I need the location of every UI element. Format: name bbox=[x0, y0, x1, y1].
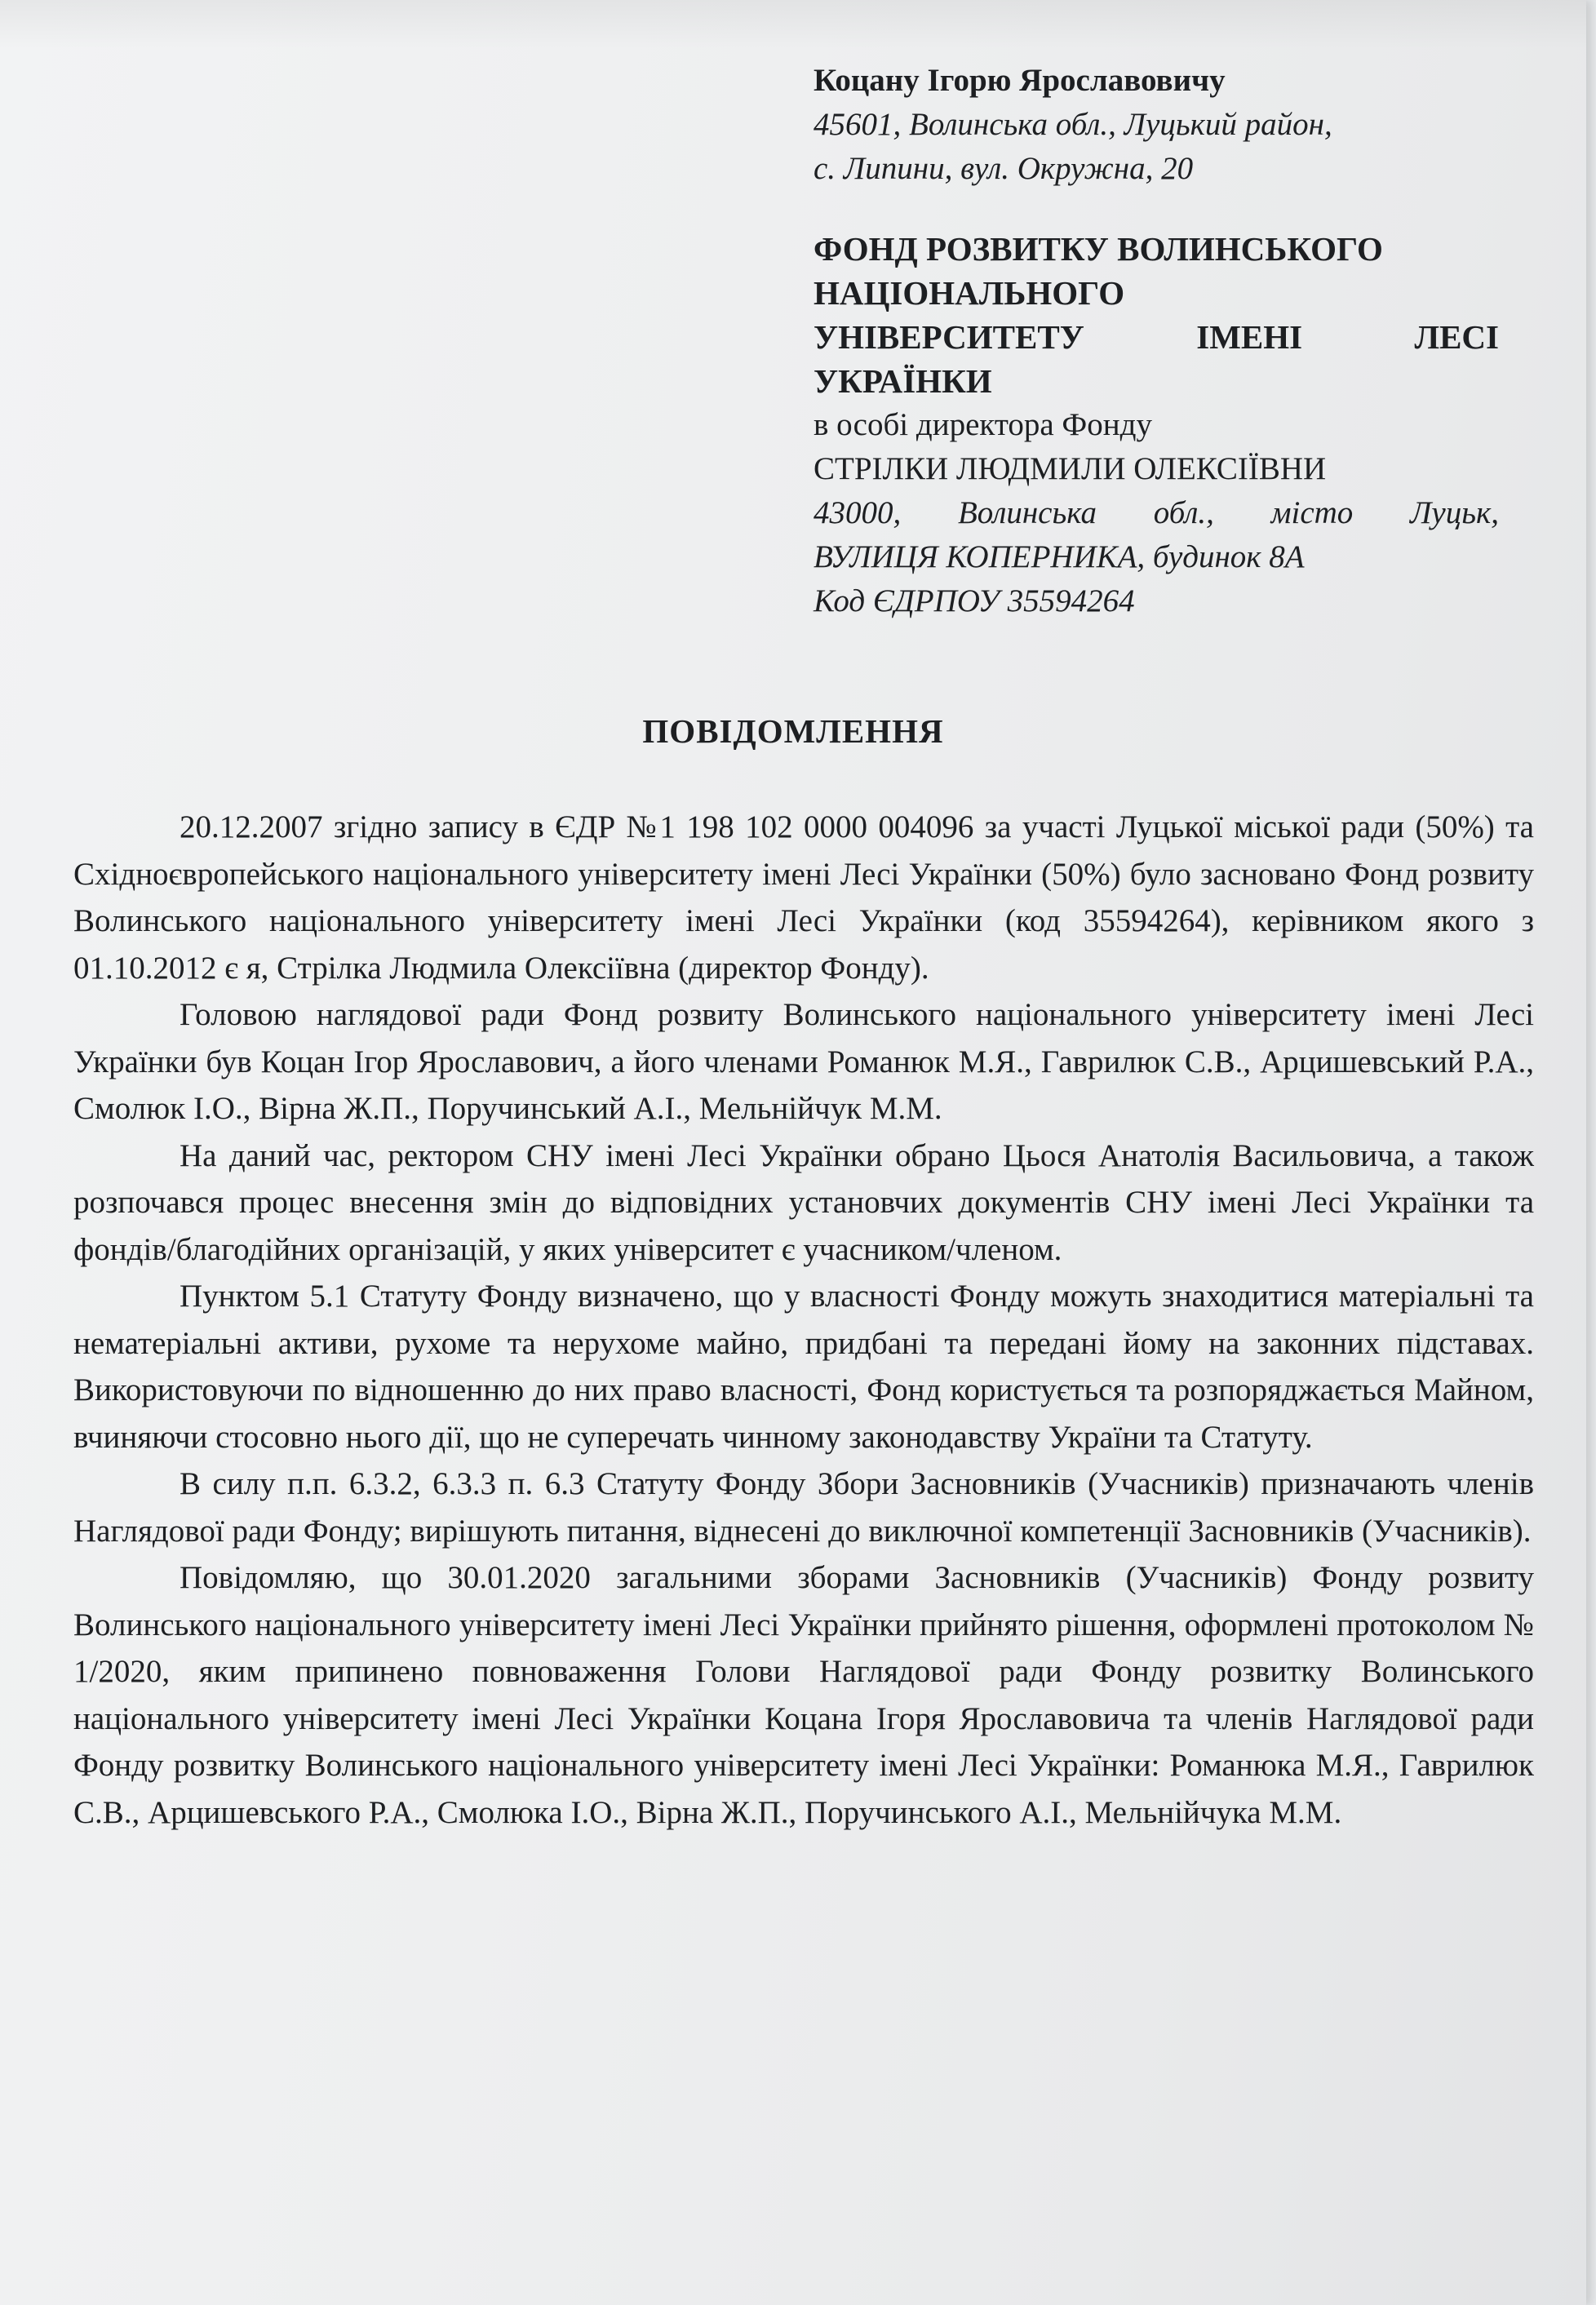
represented-by: в особі директора Фонду bbox=[814, 407, 1152, 442]
fund-name-line-4: УКРАЇНКИ bbox=[814, 362, 992, 400]
fund-name-line-2: НАЦІОНАЛЬНОГО bbox=[814, 274, 1125, 312]
recipient-name: Коцану Ігорю Ярославовичу bbox=[814, 63, 1226, 98]
addressee-block bbox=[814, 59, 1499, 623]
paragraph-3: На даний час, ректором СНУ імені Лесі Українки обрано Цьося Анатолія Васильовича, а також розпочався процес внесення змін до відповідних установчих документів СНУ імені Лесі Українки та фондів/благодійних організацій, у яких університет є учасником/членом. bbox=[73, 1137, 1534, 1267]
fund-address-line2: ВУЛИЦЯ КОПЕРНИКА, будинок 8А bbox=[814, 539, 1305, 574]
paragraph-6: Повідомляю, що 30.01.2020 загальними зборами Засновників (Учасників) Фонду розвиту Волинського національного університету імені Лесі Українки прийнято рішення, оформлені протоколом № 1/2020, яким припинено повноваження Голови Наглядової ради Фонду розвитку Волинського національного університету імені Лесі Українки Коцана Ігоря Ярославовича та членів Наглядової ради Фонду розвитку Волинського національного університету імені Лесі Українки: Романюка М.Я., Гаврилюк С.В., Арцишевського Р.А., Смолюка І.О., Вірна Ж.П., Поручинського А.І., Мельнійчука М.М. bbox=[73, 1560, 1534, 1830]
paragraph-2: Головою наглядової ради Фонд розвиту Волинського національного університету імені Лесі Українки був Коцан Ігор Ярославович, а його членами Романюк М.Я., Гаврилюк С.В., Арцишевський Р.А., Смолюк І.О., Вірна Ж.П., Поручинський А.І., Мельнійчук М.М. bbox=[73, 997, 1534, 1126]
page-shadow bbox=[0, 0, 1586, 49]
recipient-address-line2: с. Липини, вул. Окружна, 20 bbox=[814, 151, 1194, 186]
director-name: СТРІЛКИ ЛЮДМИЛИ ОЛЕКСІЇВНИ bbox=[814, 451, 1327, 486]
paragraph-4: Пунктом 5.1 Статуту Фонду визначено, що у власності Фонду можуть знаходитися матеріальні та нематеріальні активи, рухоме та нерухоме майно, придбані та передані йому на законних підставах. Використовуючи по відношенню до них право власності, Фонд користується та розпоряджається Майном, вчиняючи стосовно нього дії, що не суперечать чинному законодавству України та Статуту. bbox=[73, 1279, 1534, 1455]
fund-name-line-3: УНІВЕРСИТЕТУ ІМЕНІ ЛЕСІ bbox=[814, 318, 1499, 356]
recipient-address-line1: 45601, Волинська обл., Луцький район, bbox=[814, 107, 1332, 142]
fund-address-line1: 43000, Волинська обл., місто Луцьк, bbox=[814, 495, 1499, 530]
paragraph-5: В силу п.п. 6.3.2, 6.3.3 п. 6.3 Статуту Фонду Збори Засновників (Учасників) призначають членів Наглядової ради Фонду; вирішують питання, віднесені до виключної компетенції Засновників (Учасників). bbox=[73, 1466, 1534, 1549]
paragraph-1: 20.12.2007 згідно запису в ЄДР №1 198 102 0000 004096 за участі Луцької міської ради (50%) та Східноєвропейського національного університету імені Лесі Українки (50%) було засновано Фонд розвиту Волинського національного університету імені Лесі Українки (код 35594264), керівником якого з 01.10.2012 є я, Стрілка Людмила Олексіївна (директор Фонду). bbox=[73, 809, 1534, 986]
document-body bbox=[73, 804, 1534, 1836]
fund-name-line-1: ФОНД РОЗВИТКУ ВОЛИНСЬКОГО bbox=[814, 230, 1383, 268]
document-title: ПОВІДОМЛЕННЯ bbox=[642, 712, 944, 750]
fund-name bbox=[814, 227, 1499, 403]
fund-code: Код ЄДРПОУ 35594264 bbox=[814, 583, 1135, 618]
address-gap bbox=[814, 191, 1499, 227]
